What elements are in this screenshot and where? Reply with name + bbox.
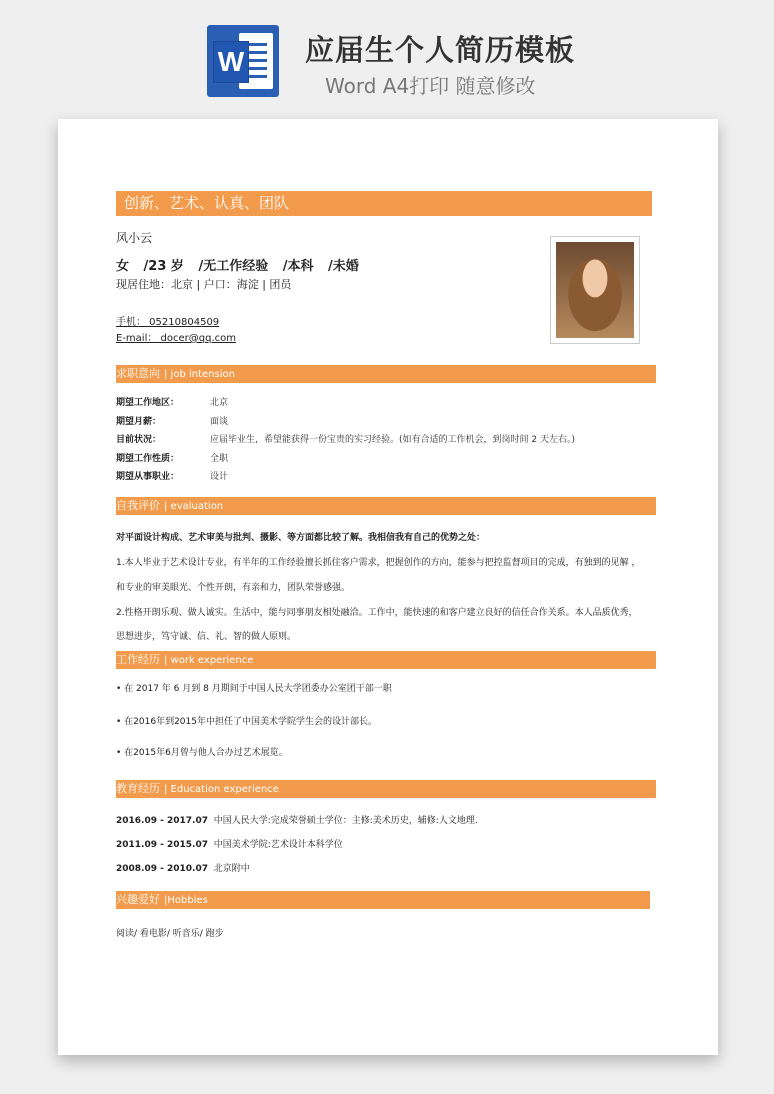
word-icon	[207, 25, 279, 97]
job-item	[116, 395, 228, 408]
template-title: 应届生个人简历模板	[305, 33, 576, 67]
eval-line: 思想进步，笃守诚、信、礼、智的做人原则。	[116, 632, 297, 642]
stat-gender: 女	[116, 259, 130, 274]
job-key: 期望工作性质：	[116, 454, 180, 464]
job-value: 北京	[210, 398, 229, 408]
job-item	[116, 414, 228, 427]
job-key: 目前状况：	[116, 435, 162, 445]
eval-line: 对平面设计构成、艺术审美与批判、摄影、等方面都比较了解。我相信我有自己的优势之处：	[116, 533, 486, 543]
education-item	[116, 861, 250, 874]
edu-date: 2011.09 - 2015.07	[116, 840, 208, 850]
stat-experience: /无工作经验	[198, 259, 269, 274]
work-item: • 在2016年到2015年中担任了中国美术学院学生会的设计部长。	[116, 717, 377, 727]
eval-line: 2.性格开朗乐观、做人诚实。生活中，能与同事朋友相处融洽。工作中，能快速的和客户建立良好的信任合作关系。本人品质优秀，	[116, 608, 638, 618]
section-title: 求职意向	[116, 367, 160, 380]
education-item	[116, 813, 478, 826]
eval-line: 1.本人毕业于艺术设计专业，有半年的工作经验擅长抓住客户需求，把握创作的方向，能参与把控监督项目的完成，有独到的见解 ，	[116, 558, 641, 568]
section-subtitle: |Hobbies	[164, 895, 208, 906]
stat-age: /23 岁	[143, 259, 184, 274]
stat-marital: /未婚	[328, 259, 359, 274]
education-item	[116, 837, 343, 850]
motto-banner: 创新、艺术、认真、团队	[116, 191, 652, 216]
profile-photo	[556, 242, 634, 338]
edu-date: 2016.09 - 2017.07	[116, 816, 208, 826]
job-item	[116, 469, 228, 482]
section-hobbies	[116, 891, 650, 909]
section-work-experience	[116, 651, 656, 669]
resume-name: 风小云	[116, 231, 153, 245]
eval-line: 和专业的审美眼光、个性开朗，有亲和力，团队荣誉感强。	[116, 583, 351, 593]
job-item	[116, 432, 575, 445]
edu-date: 2008.09 - 2010.07	[116, 864, 208, 874]
job-key: 期望工作地区：	[116, 398, 180, 408]
page-header	[0, 0, 774, 110]
edu-desc: 中国美术学院:艺术设计本科学位	[213, 840, 343, 850]
stat-degree: /本科	[282, 259, 314, 274]
email-link[interactable]: E-mail： docer@qq.com	[116, 333, 236, 344]
section-title: 自我评价	[116, 499, 160, 512]
phone-link[interactable]: 手机： 05210804509	[116, 317, 220, 328]
job-item	[116, 451, 228, 464]
job-value: 全职	[210, 454, 229, 464]
section-education	[116, 780, 656, 798]
section-title: 教育经历	[116, 782, 160, 795]
job-key: 期望从事职业：	[116, 472, 180, 482]
job-value: 设计	[210, 472, 229, 482]
section-subtitle: | Education experience	[164, 784, 279, 795]
section-job-intension	[116, 365, 656, 383]
template-subtitle: Word A4打印 随意修改	[325, 74, 536, 98]
section-title: 兴趣爱好	[116, 893, 160, 906]
job-value: 面谈	[210, 417, 229, 427]
section-subtitle: | job intension	[164, 369, 235, 380]
section-subtitle: | work experience	[164, 655, 254, 666]
resume-page	[58, 119, 718, 1055]
job-value: 应届毕业生，希望能获得一份宝贵的实习经验。(如有合适的工作机会，到岗时间 2 天左右。)	[210, 435, 575, 445]
address: 现居住地：北京 | 户口：海淀 | 团员	[116, 278, 292, 291]
personal-stats	[116, 255, 369, 274]
section-evaluation	[116, 497, 656, 515]
section-subtitle: | evaluation	[164, 501, 224, 512]
profile-photo-frame	[550, 236, 640, 344]
section-title: 工作经历	[116, 653, 160, 666]
word-letter: W	[213, 41, 249, 83]
hobbies-list: 阅读/ 看电影/ 听音乐/ 跑步	[116, 929, 224, 939]
edu-desc: 中国人民大学:完成荣誉硕士学位：主修:美术历史，辅修:人文地理.	[213, 816, 478, 826]
work-item: • 在2015年6月曾与他人合办过艺术展览。	[116, 748, 288, 758]
work-item: • 在 2017 年 6 月到 8 月期间于中国人民大学团委办公室团干部一职	[116, 684, 392, 694]
job-key: 期望月薪：	[116, 417, 162, 427]
edu-desc: 北京附中	[213, 864, 250, 874]
